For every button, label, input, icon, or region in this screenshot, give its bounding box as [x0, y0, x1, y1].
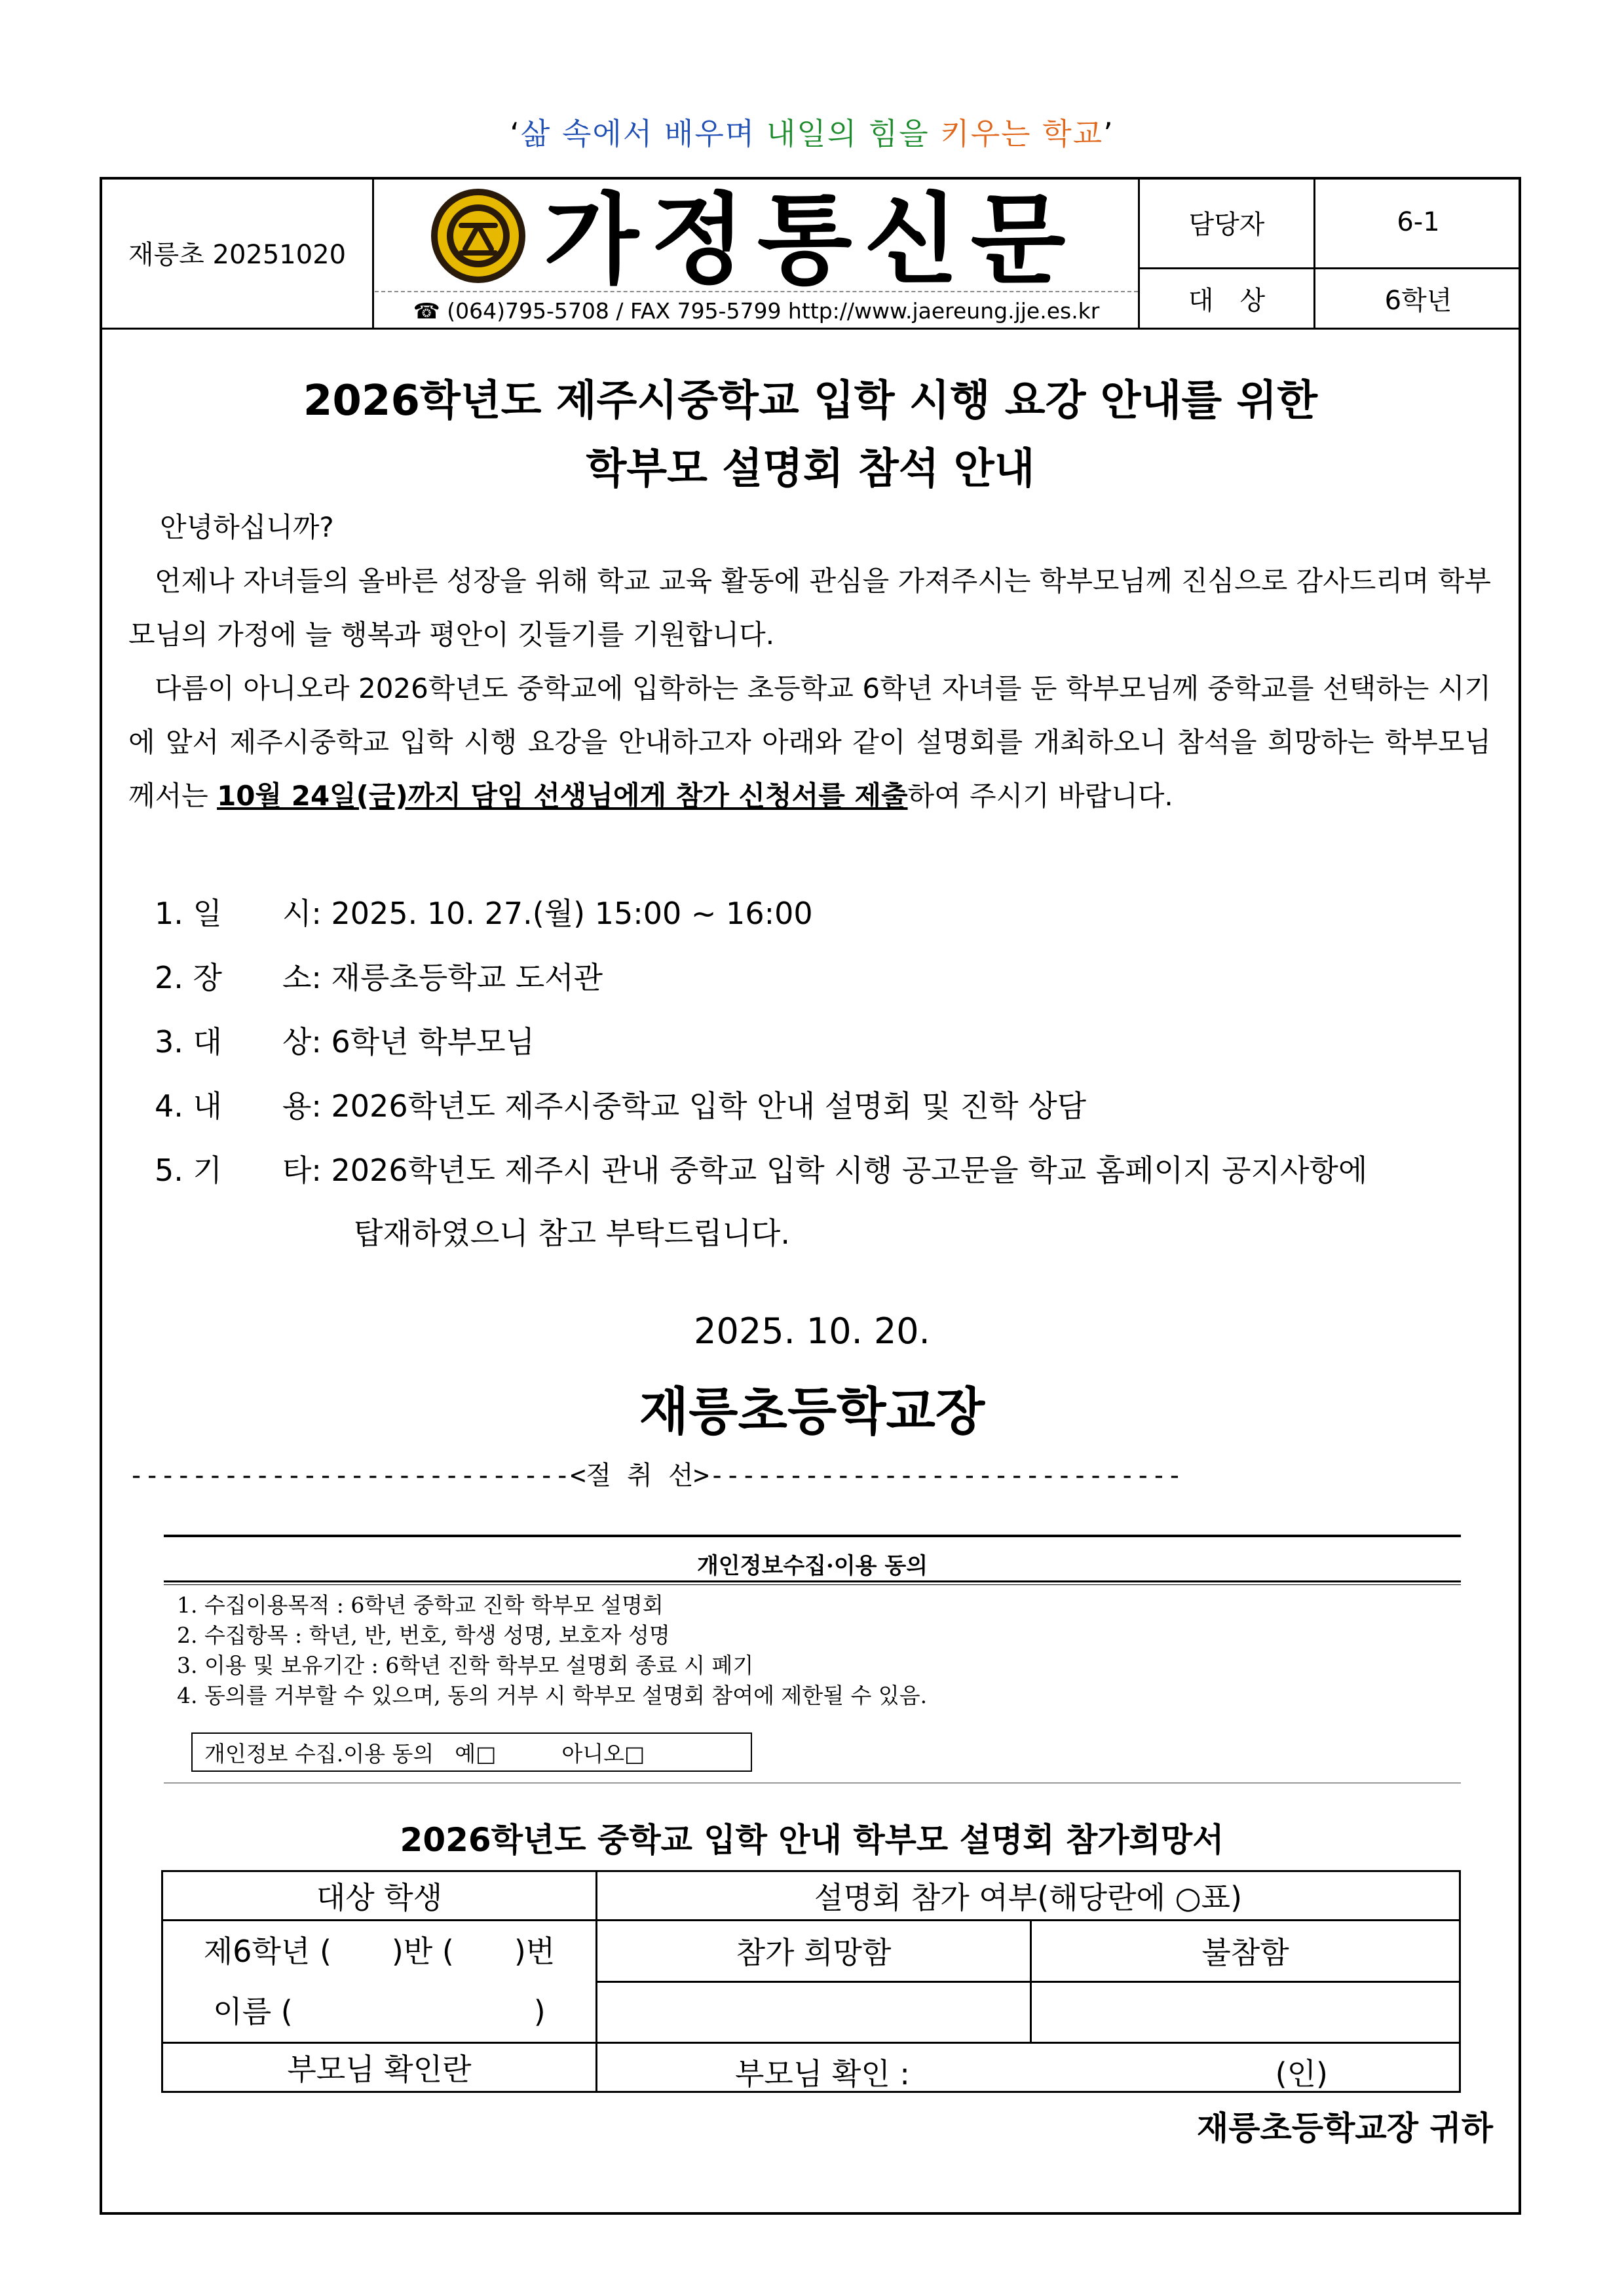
item-value: 재릉초등학교 도서관 — [331, 960, 603, 995]
consent-yes-checkbox[interactable]: 예□ — [455, 1740, 497, 1767]
privacy-top-rule — [164, 1535, 1461, 1537]
item-label: 장 소: — [193, 960, 322, 995]
item-value: 2026학년도 제주시 관내 중학교 입학 시행 공고문을 학교 홈페이지 공지사항에 — [331, 1153, 1368, 1188]
privacy-title-rule-2 — [164, 1584, 1461, 1585]
newsletter-title: 가정통신문 — [544, 182, 1078, 297]
motto-open-quote: ‘ — [510, 116, 521, 151]
item-num: 4. — [155, 1088, 183, 1124]
manager-label: 담당자 — [1188, 209, 1265, 240]
item-label: 일 시: — [193, 896, 322, 931]
attend-no-header: 불참함 — [1031, 1921, 1460, 1982]
sender: 재릉초등학교장 — [639, 1383, 985, 1442]
item-label: 기 타: — [193, 1153, 322, 1188]
col-attendance: 설명회 참가 여부(해당란에 ○표) — [597, 1871, 1460, 1921]
form-recipient: 재릉초등학교장 귀하 — [1196, 2109, 1493, 2147]
privacy-title: 개인정보수집·이용 동의 — [696, 1553, 928, 1579]
item-content — [155, 1082, 1086, 1126]
form-title: 2026학년도 중학교 입학 안내 학부모 설명회 참가희망서 — [400, 1821, 1224, 1859]
item-num: 5. — [155, 1153, 183, 1188]
paragraph-1: 언제나 자녀들의 올바른 성장을 위해 학교 교육 활동에 관심을 가져주시는 학부모님께 진심으로 감사드리며 학부모님의 가정에 늘 행복과 평안이 깃들기를 기원합니다. — [128, 565, 1491, 651]
privacy-item: 1. 수집이용목적 : 6학년 중학교 진학 학부모 설명회 — [177, 1592, 664, 1618]
motto-part-1: 삶 속에서 배우며 — [520, 116, 756, 151]
greeting: 안녕하십니까? — [160, 511, 334, 543]
item-date — [155, 890, 813, 933]
paragraph-2 — [128, 662, 1491, 823]
paragraph-2-text: 다름이 아니오라 2026학년도 중학교에 입학하는 초등학교 6학년 자녀를 둔 학부모님께 중학교를 선택하는 시기에 앞서 제주시중학교 입학 시행 요강을 안내하고자 아래와 같이 설명회를 개최하오니 참석을 희망하는 학부모님께서는 — [128, 672, 1491, 812]
application-form-table — [161, 1870, 1461, 2093]
item-value: 2026학년도 제주시중학교 입학 안내 설명회 및 진학 상담 — [331, 1088, 1087, 1124]
privacy-item: 2. 수집항목 : 학년, 반, 번호, 학생 성명, 보호자 성명 — [177, 1622, 670, 1648]
item-value: 2025. 10. 27.(월) 15:00 ~ 16:00 — [331, 896, 813, 931]
item-place — [155, 954, 603, 997]
item-label: 내 용: — [193, 1088, 322, 1124]
attend-no-cell[interactable] — [1031, 1981, 1460, 2043]
privacy-title-rule — [164, 1580, 1461, 1582]
privacy-item: 4. 동의를 거부할 수 있으며, 동의 거부 시 학부모 설명회 참여에 제한될 수 있음. — [177, 1683, 928, 1708]
header-divider-v1 — [372, 177, 374, 328]
item-target — [155, 1018, 535, 1062]
school-logo-icon — [419, 185, 537, 287]
consent-label: 개인정보 수집.이용 동의 — [204, 1740, 434, 1767]
motto-part-2: 내일의 힘을 — [755, 116, 930, 151]
consent-no-checkbox[interactable]: 아니오□ — [561, 1740, 645, 1767]
motto-part-3: 키우는 학교 — [929, 116, 1104, 151]
student-info-cell — [162, 1921, 597, 2043]
student-name-field[interactable]: 이름 ( ) — [213, 1994, 546, 2029]
privacy-bottom-rule — [164, 1782, 1461, 1784]
target-value: 6학년 — [1384, 285, 1452, 316]
cut-line: ----------------------------<절 취 선>------------------------------ — [128, 1461, 1183, 1491]
item-num: 3. — [155, 1024, 183, 1060]
issue-date: 2025. 10. 20. — [694, 1311, 930, 1352]
manager-value: 6-1 — [1397, 207, 1440, 237]
item-etc — [155, 1147, 1367, 1190]
privacy-consent-box — [191, 1732, 752, 1772]
notice-title-line1: 2026학년도 제주시중학교 입학 시행 요강 안내를 위한 — [303, 377, 1318, 425]
document-number: 재릉초 20251020 — [128, 239, 347, 270]
item-num: 1. — [155, 896, 183, 931]
parent-confirm-label: 부모님 확인란 — [162, 2043, 597, 2092]
item-label: 대 상: — [193, 1024, 322, 1060]
class-number-field[interactable]: 제6학년 ( )반 ( )번 — [203, 1934, 556, 1969]
submission-deadline: 10월 24일(금)까지 담임 선생님에게 참가 신청서를 제출 — [217, 780, 908, 812]
notice-title-line2: 학부모 설명회 참석 안내 — [586, 445, 1035, 493]
target-label: 대 상 — [1188, 285, 1266, 316]
item-value: 6학년 학부모님 — [331, 1024, 535, 1060]
parent-seal: (인) — [1275, 2056, 1328, 2092]
col-target-student: 대상 학생 — [162, 1871, 597, 1921]
item-etc-continued: 탑재하였으니 참고 부탁드립니다. — [354, 1215, 790, 1251]
parent-confirm-cell[interactable] — [597, 2043, 1460, 2092]
motto-close-quote: ’ — [1103, 116, 1114, 151]
item-num: 2. — [155, 960, 183, 995]
attend-yes-header: 참가 희망함 — [597, 1921, 1031, 1982]
parent-confirm-text: 부모님 확인 : — [735, 2056, 910, 2092]
contact-info: ☎ (064)795-5708 / FAX 795-5799 http://www.jaereung.jje.es.kr — [375, 291, 1138, 329]
school-motto — [0, 110, 1624, 153]
privacy-item: 3. 이용 및 보유기간 : 6학년 진학 학부모 설명회 종료 시 폐기 — [177, 1653, 754, 1678]
attend-yes-cell[interactable] — [597, 1981, 1031, 2043]
paragraph-2-end: 하여 주시기 바랍니다. — [907, 780, 1173, 812]
